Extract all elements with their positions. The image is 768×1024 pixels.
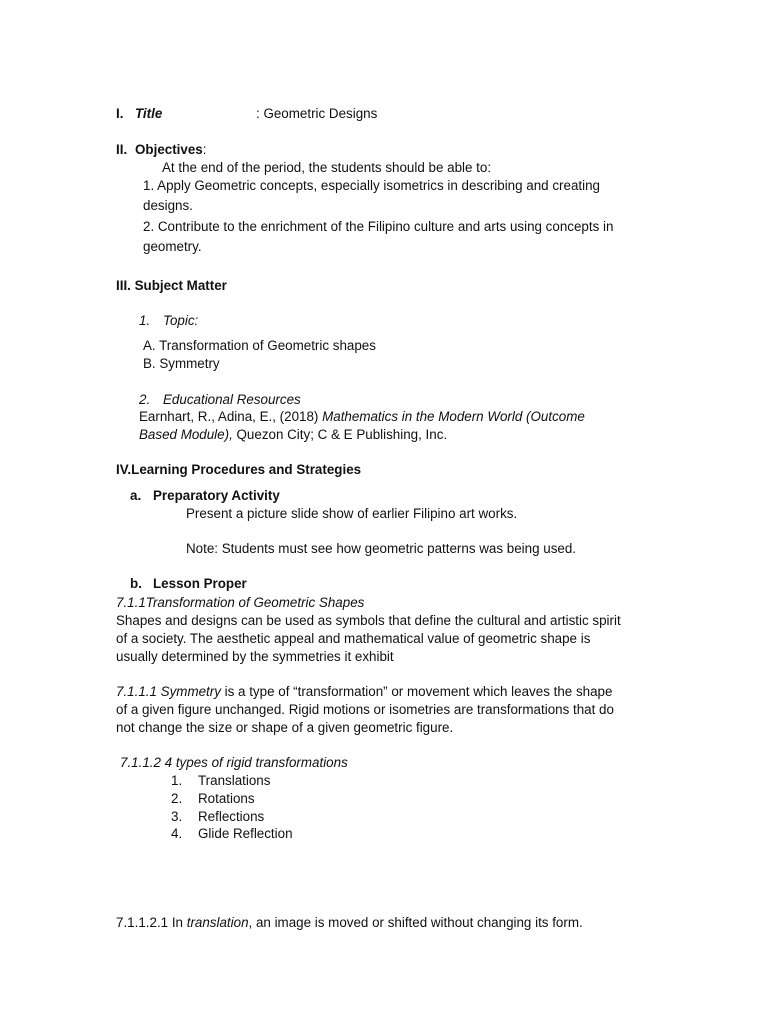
symmetry-line-2: of a given figure unchanged. Rigid motions or isometries are transformations that do <box>116 702 614 717</box>
procedures-heading: IV.Learning Procedures and Strategies <box>116 462 362 477</box>
paragraph-1-line-1: Shapes and designs can be used as symbols that define the cultural and artistic spirit <box>116 613 621 628</box>
translation-line <box>116 914 583 932</box>
objectives-number: II. <box>116 142 128 157</box>
symmetry-line-1 <box>116 683 612 701</box>
preparatory-label: a. <box>130 488 142 503</box>
topic-b: B. Symmetry <box>143 356 220 371</box>
objective-2-line-2: geometry. <box>143 239 202 254</box>
title-label: Title <box>135 106 163 121</box>
symmetry-term: 7.1.1.1 Symmetry <box>116 684 221 699</box>
preparatory-note: Note: Students must see how geometric patterns was being used. <box>186 541 577 556</box>
translation-prefix: 7.1.1.2.1 In <box>116 915 187 930</box>
objective-1-line-1: 1. Apply Geometric concepts, especially isometrics in describing and creating <box>143 178 600 193</box>
type-number: 1. <box>171 773 183 788</box>
objective-2-line-1: 2. Contribute to the enrichment of the Filipino culture and arts using concepts in <box>143 219 614 234</box>
type-label: Translations <box>198 773 271 788</box>
objective-1-line-2: designs. <box>143 198 193 213</box>
reference-publisher: Quezon City; C & E Publishing, Inc. <box>232 427 448 442</box>
rigid-types-heading: 7.1.1.2 4 types of rigid transformations <box>120 755 348 770</box>
subject-matter-heading: III. Subject Matter <box>116 278 227 293</box>
reference-book-title-cont: Based Module), <box>139 427 233 442</box>
paragraph-1-line-2: of a society. The aesthetic appeal and mathematical value of geometric shape is <box>116 631 591 646</box>
objectives-label: Objectives <box>135 142 203 157</box>
paragraph-1-line-3: usually determined by the symmetries it exhibit <box>116 649 394 664</box>
symmetry-line-3: not change the size or shape of a given geometric figure. <box>116 720 454 735</box>
type-label: Reflections <box>198 809 265 824</box>
topic-number: 1. <box>139 313 151 328</box>
objectives-colon: : <box>202 142 207 157</box>
reference-line-2 <box>139 426 447 444</box>
type-label: Glide Reflection <box>198 826 293 841</box>
type-number: 4. <box>171 826 183 841</box>
reference-book-title: Mathematics in the Modern World (Outcome <box>322 409 585 424</box>
topic-a: A. Transformation of Geometric shapes <box>143 338 376 353</box>
resources-label: Educational Resources <box>163 392 301 407</box>
objectives-heading <box>135 141 206 159</box>
resources-number: 2. <box>139 392 151 407</box>
preparatory-text: Present a picture slide show of earlier Filipino art works. <box>186 506 518 521</box>
title-number: I. <box>116 106 124 121</box>
lesson-proper-title: Lesson Proper <box>153 576 247 591</box>
lesson-proper-label: b. <box>130 576 142 591</box>
topic-label: Topic: <box>163 313 199 328</box>
section-heading-transformation: 7.1.1Transformation of Geometric Shapes <box>116 595 365 610</box>
type-label: Rotations <box>198 791 255 806</box>
preparatory-title: Preparatory Activity <box>153 488 280 503</box>
objectives-intro: At the end of the period, the students should be able to: <box>162 160 492 175</box>
type-number: 2. <box>171 791 183 806</box>
symmetry-definition: is a type of “transformation” or movement which leaves the shape <box>220 684 613 699</box>
translation-definition: , an image is moved or shifted without changing its form. <box>248 915 583 930</box>
type-number: 3. <box>171 809 183 824</box>
translation-term: translation <box>186 915 249 930</box>
title-value: : Geometric Designs <box>256 106 378 121</box>
reference-line-1 <box>139 408 585 426</box>
reference-authors: Earnhart, R., Adina, E., (2018) <box>139 409 323 424</box>
